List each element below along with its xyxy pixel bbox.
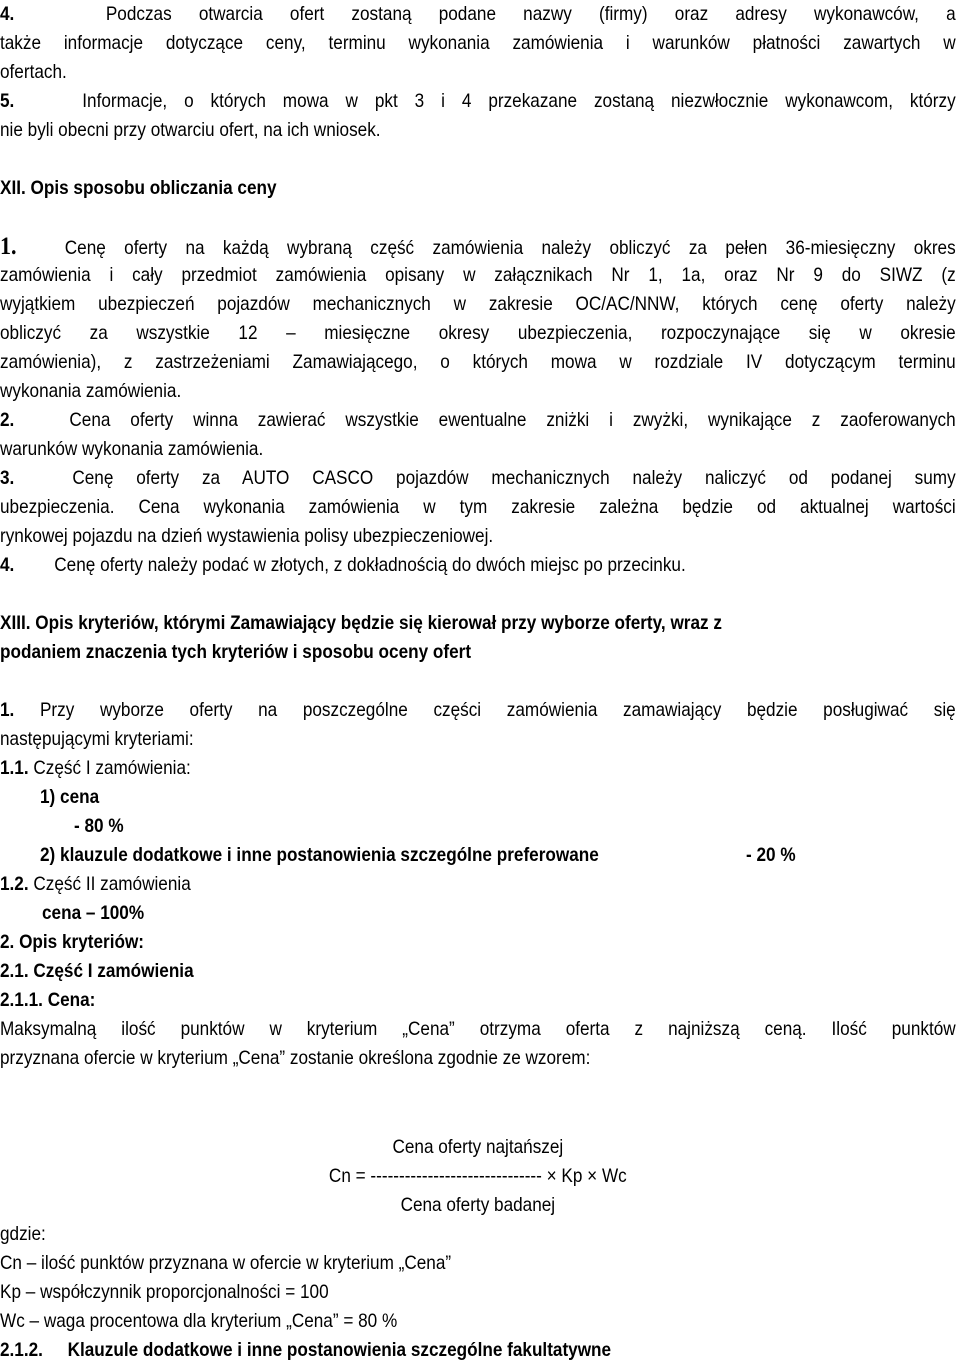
- paragraph-text: wykonania zamówienia.: [0, 380, 182, 402]
- paragraph-line: [0, 522, 841, 551]
- criterion-label: 1) cena: [40, 786, 100, 808]
- paragraph-line: [0, 1015, 956, 1044]
- subsection-heading: 2. Opis kryteriów:: [0, 931, 145, 953]
- paragraph-text: warunków wykonania zamówienia.: [0, 438, 264, 460]
- paragraph-text: wyjątkiem ubezpieczeń pojazdów mechanicznych w zakresie OC/AC/NNW, których cenę oferty należy: [0, 293, 956, 315]
- subsection-heading: [0, 1336, 841, 1365]
- point-number: 2.: [0, 409, 15, 431]
- paragraph-text: Informacje, o których mowa w pkt 3 i 4 przekazane zostaną niezwłocznie wykonawcom, którzy: [65, 90, 956, 112]
- heading-text: Klauzule dodatkowe i inne postanowienia szczególne fakultatywne: [67, 1339, 612, 1361]
- paragraph-line: [0, 435, 841, 464]
- paragraph-text: następującymi kryteriami:: [0, 728, 194, 750]
- legend-line: Cn – ilość punktów przyznana w ofercie w kryterium „Cena”: [0, 1252, 452, 1274]
- paragraph-line: [0, 29, 956, 58]
- point-number: 3.: [0, 467, 15, 489]
- section-heading: podaniem znaczenia tych kryteriów i sposobu oceny ofert: [0, 641, 472, 663]
- paragraph-text: rynkowej pojazdu na dzień wystawienia polisy ubezpieczeniowej.: [0, 525, 494, 547]
- paragraph-text: Część II zamówienia: [28, 873, 191, 895]
- point-number: 1.: [0, 699, 15, 721]
- criterion-weight: - 20 %: [746, 844, 796, 866]
- paragraph-text: Część I zamówienia:: [28, 757, 191, 779]
- paragraph-line: [0, 406, 956, 435]
- legend-line: Kp – współczynnik proporcjonalności = 100: [0, 1281, 329, 1303]
- paragraph-text: zamówienia i cały przedmiot zamówienia opisany w załącznikach Nr 1, 1a, oraz Nr 9 do SIWZ (z: [0, 264, 956, 286]
- paragraph-text: także informacje dotyczące ceny, terminu wykonania zamówienia i warunków płatności zawartych w: [0, 32, 956, 54]
- paragraph-text: przyznana ofercie w kryterium „Cena” zostanie określona zgodnie ze wzorem:: [0, 1047, 591, 1069]
- paragraph-text: Podczas otwarcia ofert zostaną podane nazwy (firmy) oraz adresy wykonawców, a: [105, 3, 956, 25]
- paragraph-text: zamówienia), z zastrzeżeniami Zamawiającego, o których mowa w rozdziale IV dotyczącym terminu: [0, 351, 956, 373]
- paragraph-text: nie byli obecni przy otwarciu ofert, na ich wniosek.: [0, 119, 381, 141]
- point-number: 5.: [0, 90, 15, 112]
- paragraph-line: [0, 377, 841, 406]
- paragraph-line: [0, 348, 956, 377]
- formula-numerator: Cena oferty najtańszej: [392, 1136, 564, 1158]
- paragraph-line: [0, 261, 956, 290]
- legend-line: Wc – waga procentowa dla kryterium „Cena” = 80 %: [0, 1310, 398, 1332]
- criterion-label: cena – 100%: [42, 902, 145, 924]
- formula-line: Cn = ------------------------------ × Kp × Wc: [328, 1165, 627, 1187]
- subsection-heading: 2.1.1. Cena:: [0, 989, 96, 1011]
- paragraph-line: [0, 551, 841, 580]
- section-heading: XII. Opis sposobu obliczania ceny: [0, 177, 277, 199]
- formula-denominator: Cena oferty badanej: [400, 1194, 556, 1216]
- paragraph-line: [0, 725, 841, 754]
- paragraph-line: [0, 232, 956, 261]
- point-number: 2.1.2.: [0, 1339, 43, 1361]
- paragraph-line: [0, 87, 956, 116]
- point-number: 1.2.: [0, 873, 29, 895]
- criterion-label: 2) klauzule dodatkowe i inne postanowienia szczególne preferowane: [40, 844, 599, 866]
- paragraph-line: [0, 0, 956, 29]
- point-number: 1.1.: [0, 757, 29, 779]
- criterion-weight: - 80 %: [74, 815, 124, 837]
- paragraph-text: obliczyć za wszystkie 12 – miesięczne okresy ubezpieczenia, rozpoczynające się w okresie: [0, 322, 956, 344]
- paragraph-line: [0, 754, 841, 783]
- section-heading: XIII. Opis kryteriów, którymi Zamawiający będzie się kierował przy wyborze oferty, wraz z: [0, 612, 722, 634]
- paragraph-line: [0, 870, 841, 899]
- paragraph-text: Przy wyborze oferty na poszczególne części zamówienia zamawiający będzie posługiwać się: [14, 699, 956, 721]
- paragraph-line: [0, 696, 956, 725]
- paragraph-text: Maksymalną ilość punktów w kryterium „Cena” otrzyma oferta z najniższą ceną. Ilość punktów: [0, 1018, 956, 1040]
- paragraph-text: Cena oferty winna zawierać wszystkie ewentualne zniżki i zwyżki, wynikające z zaoferowanych: [49, 409, 956, 431]
- subsection-heading: 2.1. Część I zamówienia: [0, 960, 194, 982]
- point-number: 4.: [0, 3, 15, 25]
- paragraph-line: [0, 319, 956, 348]
- paragraph-text: Cenę oferty należy podać w złotych, z dokładnością do dwóch miejsc po przecinku.: [49, 554, 686, 576]
- paragraph-line: [0, 58, 841, 87]
- paragraph-text: Cenę oferty na każdą wybraną część zamówienia należy obliczyć za pełen 36-miesięczny okres: [46, 237, 956, 259]
- paragraph-line: [0, 116, 841, 145]
- paragraph-line: gdzie:: [0, 1223, 46, 1245]
- point-number: 4.: [0, 554, 15, 576]
- paragraph-line: [0, 464, 956, 493]
- paragraph-text: ofertach.: [0, 61, 67, 83]
- paragraph-line: [0, 1044, 841, 1073]
- paragraph-text: Cenę oferty za AUTO CASCO pojazdów mechanicznych należy naliczyć od podanej sumy: [49, 467, 956, 489]
- paragraph-text: ubezpieczenia. Cena wykonania zamówienia w tym zakresie zależna będzie od aktualnej wartości: [0, 496, 956, 518]
- paragraph-line: [0, 493, 956, 522]
- paragraph-line: [0, 290, 956, 319]
- point-number: 1.: [0, 233, 17, 260]
